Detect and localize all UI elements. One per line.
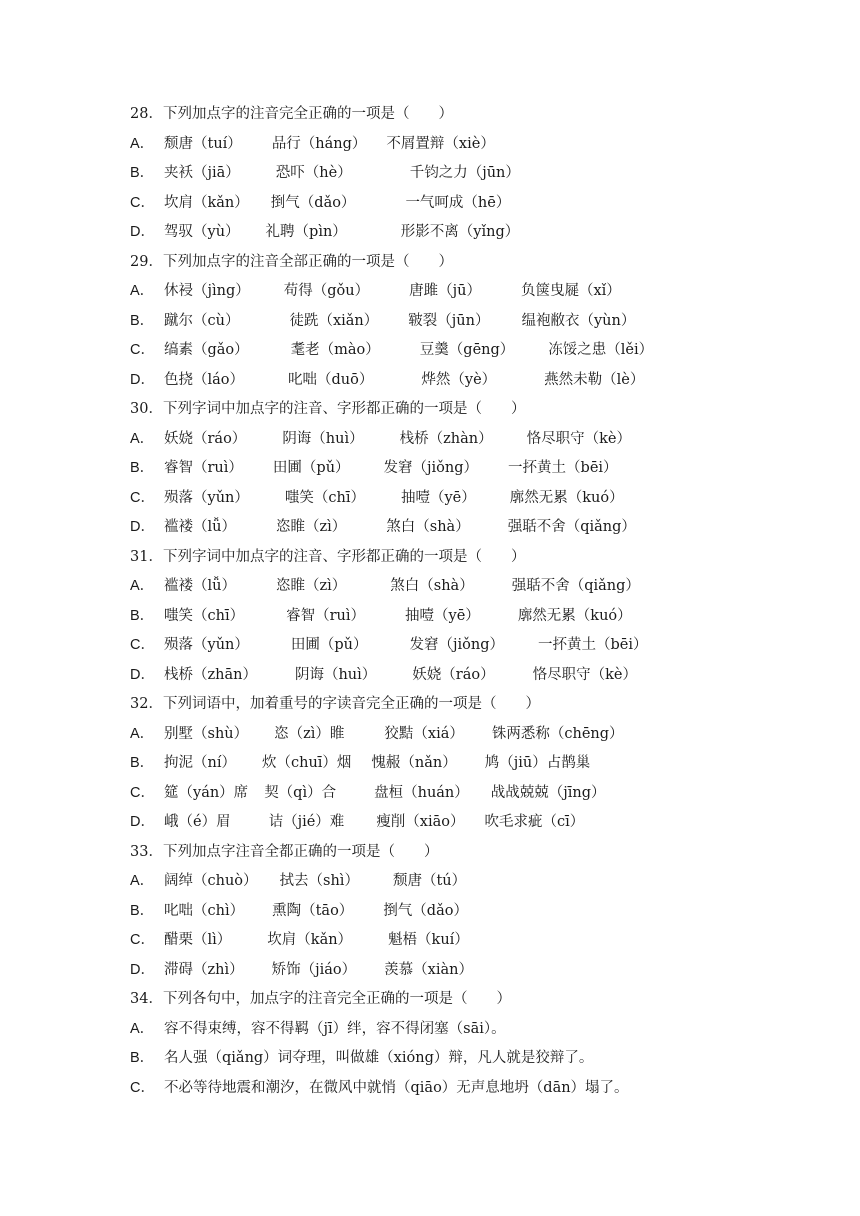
option-item: 愧赧（nǎn） (371, 755, 457, 771)
option-item: 阔绰（chuò） (164, 873, 258, 889)
option-item: 休祲（jìng） (164, 283, 250, 299)
option-item: 抽噎（yē） (405, 607, 480, 624)
option-letter: B． (130, 460, 155, 476)
option-item: 缟素（gǎo） (164, 342, 249, 358)
option-letter: C． (130, 784, 155, 801)
option-item: 褴褛（lǚ） (164, 519, 236, 535)
option-line (130, 336, 750, 366)
option-item: 一抔黄土（bēi） (537, 637, 648, 653)
option-item: 夹袄（jiā） (164, 165, 240, 181)
question-stem (130, 543, 750, 573)
option-item: 筵（yán）席 (164, 784, 249, 801)
option-line (130, 159, 750, 189)
option-line (130, 307, 750, 337)
stem-text: 30．下列字词中加点字的注音、字形都正确的一项是（ ） (130, 401, 526, 417)
option-item: 褴褛（lǚ） (164, 578, 236, 594)
option-item: 矫饰（jiáo） (271, 961, 357, 978)
option-line (130, 189, 750, 219)
option-item: 徒跣（xiǎn） (289, 312, 379, 329)
option-item: 唐雎（jū） (409, 283, 481, 299)
option-item: 瘦削（xiāo） (376, 814, 465, 830)
option-letter: D． (130, 666, 155, 683)
stem-text: 32．下列词语中，加着重号的字读音完全正确的一项是（ ） (130, 696, 540, 712)
stem-text: 28．下列加点字的注音完全正确的一项是（ ） (130, 106, 453, 122)
option-item: 色挠（láo） (164, 371, 245, 388)
option-item: 睿智（ruì） (164, 460, 243, 476)
option-line (130, 130, 750, 160)
option-sentence: 名人强（qiǎng）词夺理，叫做雄（xióng）辩，凡人就是狡辩了。 (164, 1050, 594, 1066)
option-item: 颓唐（tú） (392, 873, 467, 889)
option-item: 田圃（pǔ） (290, 637, 368, 653)
option-item: 诘（jié）难 (268, 814, 345, 830)
option-item: 狡黠（xiá） (384, 725, 464, 742)
option-item: 叱咄（chì） (164, 902, 245, 919)
option-letter: A． (130, 135, 155, 152)
option-item: 驾驭（yù） (164, 224, 240, 240)
option-item: 战战兢兢（jīng） (490, 784, 606, 801)
option-item: 睿智（ruì） (286, 607, 366, 624)
option-item: 发窘（jiǒng） (383, 460, 479, 476)
option-letter: C． (130, 489, 155, 506)
option-item: 强聒不舍（qiǎng） (507, 519, 636, 535)
option-letter: C． (130, 1079, 155, 1096)
option-letter: A． (130, 578, 155, 594)
option-item: 一抔黄土（bēi） (508, 460, 618, 476)
stem-text: 31．下列字词中加点字的注音、字形都正确的一项是（ ） (130, 548, 526, 565)
option-line (130, 602, 750, 632)
option-item: 礼聘（pìn） (265, 224, 347, 240)
option-item: 峨（é）眉 (164, 814, 231, 830)
option-item: 羡慕（xiàn） (384, 961, 473, 978)
option-item: 耄老（mào） (290, 342, 380, 358)
option-item: 阴诲（huì） (282, 430, 364, 447)
option-item: 强聒不舍（qiǎng） (511, 578, 640, 594)
option-item: 栈桥（zhān） (164, 666, 257, 683)
option-item: 煞白（shà） (386, 519, 470, 535)
option-letter: B． (130, 1050, 155, 1066)
option-letter: D． (130, 961, 155, 978)
option-item: 殒落（yǔn） (164, 489, 249, 506)
option-item: 抽噎（yē） (400, 489, 476, 506)
option-item: 吹毛求疵（cī） (484, 814, 585, 830)
option-item: 滞碍（zhì） (164, 961, 244, 978)
stem-text: 34．下列各句中，加点字的注音完全正确的一项是（ ） (130, 991, 511, 1007)
option-line (130, 749, 750, 779)
option-item: 栈桥（zhàn） (399, 430, 493, 447)
option-item: 恪尽职守（kè） (526, 430, 631, 447)
option-letter: A． (130, 430, 155, 447)
option-line (130, 779, 750, 809)
option-letter: C． (130, 342, 155, 358)
option-line (130, 808, 750, 838)
option-letter: C． (130, 194, 155, 211)
option-item: 捯气（dǎo） (383, 902, 468, 919)
option-item: 妖娆（ráo） (412, 666, 495, 683)
option-letter: B． (130, 902, 155, 919)
option-sentence: 容不得束缚，容不得羁（jī）绊，容不得闭塞（sāi）。 (164, 1020, 506, 1037)
option-item: 熏陶（tāo） (272, 902, 354, 919)
option-line (130, 867, 750, 897)
option-line (130, 631, 750, 661)
option-item: 嗤笑（chī） (284, 489, 365, 506)
option-item: 田圃（pǔ） (272, 460, 350, 476)
option-item: 烨然（yè） (421, 371, 497, 388)
option-line (130, 277, 750, 307)
option-item: 拭去（shì） (279, 873, 359, 889)
option-item: 醋栗（lì） (164, 932, 232, 948)
option-item: 不屑置辩（xiè） (386, 135, 495, 152)
option-item: 嗤笑（chī） (164, 607, 245, 624)
question-stem (130, 838, 750, 868)
option-letter: D． (130, 814, 155, 830)
option-item: 阴诲（huì） (294, 666, 377, 683)
option-letter: A． (130, 725, 155, 742)
option-line (130, 513, 750, 543)
option-item: 恣（zì）睢 (274, 725, 345, 742)
option-letter: C． (130, 637, 155, 653)
option-item: 煞白（shà） (390, 578, 474, 594)
option-item: 恣睢（zì） (275, 519, 347, 535)
option-letter: A． (130, 1020, 155, 1037)
option-letter: C． (130, 932, 155, 948)
option-item: 魁梧（kuí） (388, 932, 469, 948)
option-item: 殒落（yǔn） (164, 637, 249, 653)
option-line (130, 720, 750, 750)
option-item: 廓然无累（kuó） (517, 607, 632, 624)
question-stem (130, 395, 750, 425)
option-item: 妖娆（ráo） (164, 430, 247, 447)
option-letter: B． (130, 312, 155, 329)
option-line (130, 926, 750, 956)
option-item: 拘泥（ní） (164, 755, 236, 771)
option-item: 坎肩（kǎn） (267, 932, 353, 948)
option-letter: A． (130, 283, 155, 299)
option-item: 盘桓（huán） (374, 784, 469, 801)
question-page (130, 100, 750, 1103)
option-line (130, 661, 750, 691)
option-sentence: 不必等待地震和潮汐，在微风中就悄（qiāo）无声息地坍（dān）塌了。 (164, 1079, 629, 1096)
option-item: 鸠（jiū）占鹊巢 (484, 755, 591, 771)
option-item: 捯气（dǎo） (270, 194, 356, 211)
question-stem (130, 248, 750, 278)
option-item: 别墅（shù） (164, 725, 249, 742)
option-letter: B． (130, 607, 155, 624)
question-stem (130, 985, 750, 1015)
stem-text: 33．下列加点字注音全都正确的一项是（ ） (130, 843, 439, 860)
option-item: 恣睢（zì） (275, 578, 347, 594)
option-item: 蹴尔（cù） (164, 312, 240, 329)
option-line (130, 1044, 750, 1074)
option-letter: A． (130, 873, 155, 889)
option-line (130, 454, 750, 484)
option-line (130, 956, 750, 986)
option-line (130, 1015, 750, 1045)
option-item: 千钧之力（jūn） (409, 165, 520, 181)
option-line (130, 484, 750, 514)
option-item: 负箧曳屣（xǐ） (520, 283, 621, 299)
option-item: 叱咄（duō） (288, 371, 374, 388)
option-line (130, 572, 750, 602)
option-line (130, 1074, 750, 1104)
option-item: 恪尽职守（kè） (532, 666, 637, 683)
option-item: 颓唐（tuí） (164, 135, 242, 152)
option-letter: B． (130, 165, 155, 181)
option-letter: D． (130, 519, 155, 535)
option-line (130, 425, 750, 455)
option-item: 皲裂（jūn） (408, 312, 490, 329)
option-letter: D． (130, 371, 155, 388)
question-stem (130, 100, 750, 130)
option-item: 豆羹（gēng） (419, 342, 515, 358)
option-item: 坎肩（kǎn） (164, 194, 249, 211)
option-line (130, 218, 750, 248)
option-item: 廓然无累（kuó） (509, 489, 624, 506)
option-item: 炊（chuī）烟 (261, 755, 352, 771)
option-item: 一气呵成（hē） (405, 194, 511, 211)
option-item: 形影不离（yǐng） (400, 224, 520, 240)
option-item: 铢两悉称（chēng） (491, 725, 624, 742)
option-item: 品行（háng） (271, 135, 367, 152)
option-letter: B． (130, 755, 155, 771)
option-item: 冻馁之患（lěi） (548, 342, 654, 358)
option-item: 苟得（gǒu） (283, 283, 370, 299)
option-item: 发窘（jiǒng） (409, 637, 504, 653)
option-item: 缊袍敝衣（yùn） (521, 312, 636, 329)
option-item: 契（qì）合 (264, 784, 337, 801)
option-line (130, 897, 750, 927)
option-line (130, 366, 750, 396)
stem-text: 29．下列加点字的注音全部正确的一项是（ ） (130, 253, 453, 270)
option-item: 恐吓（hè） (275, 165, 352, 181)
question-stem (130, 690, 750, 720)
option-item: 燕然未勒（lè） (544, 371, 645, 388)
option-letter: D． (130, 224, 155, 240)
